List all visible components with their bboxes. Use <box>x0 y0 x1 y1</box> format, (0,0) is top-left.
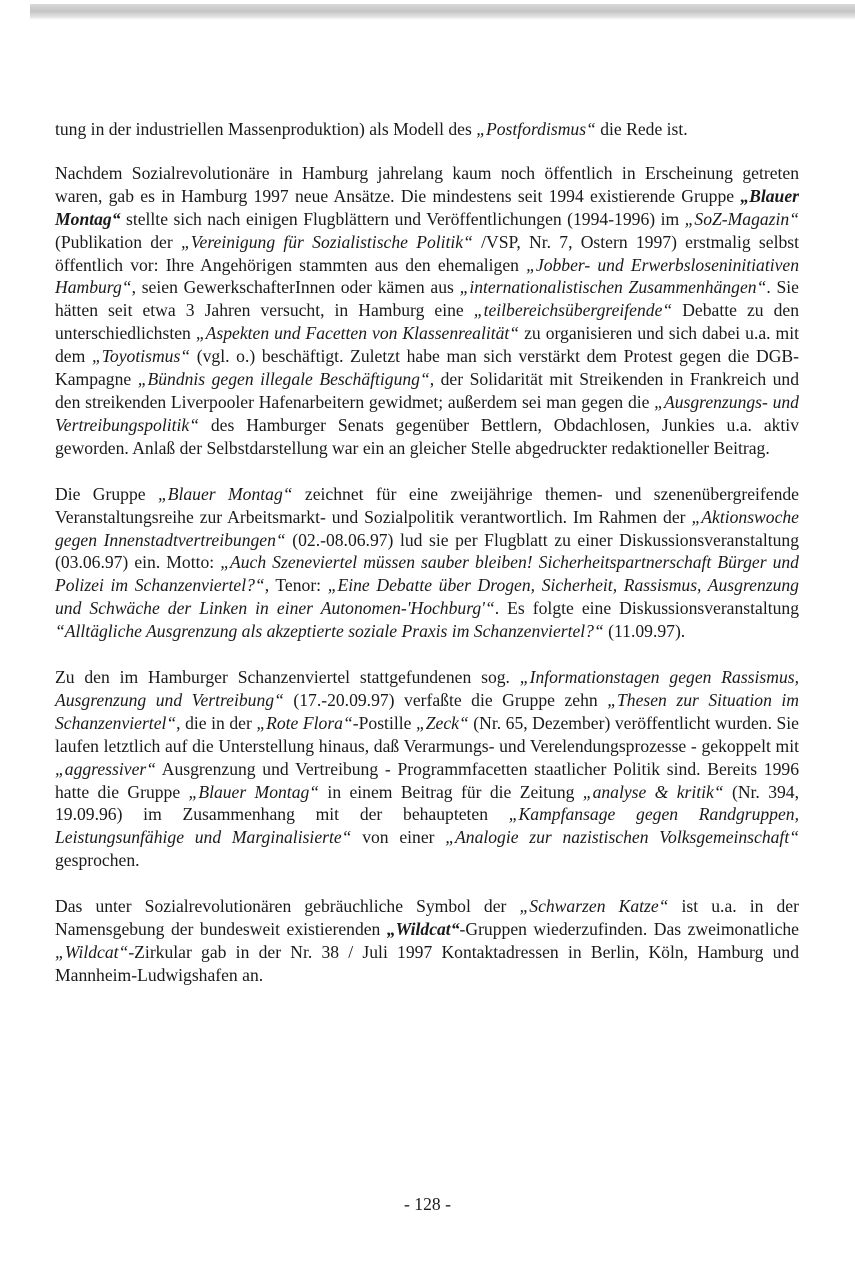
text-run: , der Solidarität mit Streikenden in Frankreich und den streikenden Liverpooler Hafenarbeitern gewidmet; außerdem sei man gegen die <box>55 369 799 412</box>
emphasis-text: „Postfordismus“ <box>476 119 596 139</box>
paragraph-2 <box>55 162 799 460</box>
text-run: von einer <box>351 827 446 848</box>
emphasis-text: „Auch Szeneviertel müssen sauber bleiben! Sicherheitspartnerschaft Bürger und Polizei im Schanzenviertel?“ <box>55 552 799 596</box>
emphasis-text: „Zeck“ <box>415 712 469 733</box>
emphasis-text: „SoZ-Magazin“ <box>684 208 799 229</box>
emphasis-text: „Analogie zur nazistischen Volksgemeinschaft“ <box>445 827 799 848</box>
text-run: (17.-20.09.97) verfaßte die Gruppe zehn <box>283 689 608 710</box>
text-run: ist u.a. in der Namensgebung der bundesweit existierenden <box>55 896 799 940</box>
emphasis-text: „Schwarzen Katze“ <box>519 896 669 917</box>
paragraph-3 <box>55 483 799 643</box>
emphasis-text: „Blauer Montag“ <box>55 185 799 229</box>
emphasis-text: „teilbereichsübergreifende“ <box>473 300 673 321</box>
emphasis-text: „Rote Flora“ <box>256 712 353 733</box>
emphasis-text: „Informationstagen gegen Rassismus, Ausgrenzung und Vertreibung“ <box>55 667 799 710</box>
emphasis-text: „aggressiver“ <box>55 758 157 779</box>
text-run: zu organisieren und sich dabei u.a. mit dem <box>55 323 800 367</box>
emphasis-text: „internationalistischen Zusammenhängen“ <box>459 277 767 298</box>
text-run: Ausgrenzung und Vertreibung - Programmfacetten staatlicher Politik sind. Bereits 1996 hatte die Gruppe <box>55 758 799 802</box>
text-run: tung in der industriellen Massenproduktion) als Modell des <box>55 119 477 139</box>
text-run: Debatte zu den unterschiedlichsten <box>55 300 799 344</box>
text-run: -Postille <box>352 712 416 733</box>
emphasis-text: „Ausgrenzungs- und Vertreibungspolitik“ <box>55 391 799 435</box>
paragraph-5 <box>55 895 799 987</box>
text-run: . Es folgte eine Diskussionsveranstaltung <box>494 598 799 619</box>
text-run: die Rede ist. <box>595 119 688 139</box>
emphasis-text: „Vereinigung für Sozialistische Politik“ <box>180 231 473 252</box>
text-run: (Publikation der <box>55 231 181 252</box>
text-run: Nachdem Sozialrevolutionäre in Hamburg jahrelang kaum noch öffentlich in Erscheinung getreten waren, gab es in Hamburg 1997 neue Ansätze. Die mindestens seit 1994 existierende Gruppe <box>55 162 799 206</box>
emphasis-text: „Wildcat“ <box>55 942 129 962</box>
document-page <box>55 118 799 987</box>
text-run: , die in der <box>176 712 257 733</box>
text-run: (02.-08.06.97) lud sie per Flugblatt zu einer Diskussionsveranstaltung (03.06.97) ein. Motto: <box>55 529 800 573</box>
text-run: Die Gruppe <box>55 483 158 504</box>
text-run: /VSP, Nr. 7, Ostern 1997) erstmalig selbst öffentlich vor: Ihre Angehörigen stammten aus den ehemaligen <box>55 231 799 275</box>
text-run: stellte sich nach einigen Flugblättern und Veröffentlichungen (1994-1996) im <box>120 208 685 229</box>
text-run: gesprochen. <box>55 850 140 871</box>
emphasis-text: „Thesen zur Situation im Schanzenviertel“ <box>55 689 799 733</box>
emphasis-text: „Toyotismus“ <box>91 346 191 367</box>
text-run: zeichnet für eine zweijährige themen- und szenenübergreifende Veranstaltungsreihe zur Arbeitsmarkt- und Sozialpolitik verantwortlich. Im Rahmen der <box>55 483 799 527</box>
emphasis-text: „Aspekten und Facetten von Klassenrealität“ <box>195 323 520 344</box>
emphasis-text: „Blauer Montag“ <box>188 781 320 802</box>
emphasis-text: „Jobber- und Erwerbsloseninitiativen Hamburg“ <box>55 254 800 298</box>
emphasis-text: „Wildcat“ <box>386 919 460 940</box>
text-run: Zu den im Hamburger Schanzenviertel stattgefundenen sog. <box>55 667 520 688</box>
text-run: , Tenor: <box>264 575 328 596</box>
emphasis-text: „Bündnis gegen illegale Beschäftigung“ <box>137 369 430 390</box>
emphasis-text: „Kampfansage gegen Randgruppen, Leistungsunfähige und Marginalisierte“ <box>55 804 799 848</box>
emphasis-text: „Aktionswoche gegen Innenstadtvertreibungen“ <box>55 506 799 550</box>
text-run: in einem Beitrag für die Zeitung <box>319 781 583 802</box>
text-run: . Sie hätten seit etwa 3 Jahren versucht, in Hamburg eine <box>55 277 799 321</box>
text-run: Das unter Sozialrevolutionären gebräuchliche Symbol der <box>55 896 520 917</box>
emphasis-text: „analyse & kritik“ <box>582 781 724 802</box>
emphasis-text: „Eine Debatte über Drogen, Sicherheit, Rassismus, Ausgrenzung und Schwäche der Linken in einer Autonomen-'Hochburg'“ <box>55 575 799 619</box>
text-run: -Zirkular gab in der Nr. 38 / Juli 1997 Kontaktadressen in Berlin, Köln, Hamburg und Mannheim-Ludwigshafen an. <box>55 942 799 985</box>
paragraph-4 <box>55 666 799 872</box>
text-run: (Nr. 394, 19.09.96) im Zusammenhang mit der behaupteten <box>55 781 799 825</box>
scan-edge <box>30 4 855 20</box>
text-run: (11.09.97). <box>603 621 686 642</box>
paragraph-1 <box>55 118 799 141</box>
text-run: des Hamburger Senats gegenüber Bettlern, Obdachlosen, Junkies u.a. aktiv geworden. Anlaß der Selbstdarstellung war ein an gleicher Stelle abgedruckter redaktioneller Beitrag. <box>55 414 799 458</box>
page-number: - 128 - <box>404 1194 451 1214</box>
text-run: (Nr. 65, Dezember) veröffentlicht wurden. Sie laufen letztlich auf die Unterstellung hinaus, daß Verarmungs- und Verelendungsprozesse - gekoppelt mit <box>55 712 799 756</box>
text-run: (vgl. o.) beschäftigt. Zuletzt habe man sich verstärkt dem Protest gegen die DGB-Kampagne <box>55 346 799 390</box>
emphasis-text: “Alltägliche Ausgrenzung als akzeptierte soziale Praxis im Schanzenviertel?“ <box>55 621 604 642</box>
emphasis-text: „Blauer Montag“ <box>157 483 293 504</box>
text-run: , seien GewerkschafterInnen oder kämen aus <box>131 277 460 298</box>
text-run: -Gruppen wiederzufinden. Das zweimonatliche <box>459 919 799 940</box>
